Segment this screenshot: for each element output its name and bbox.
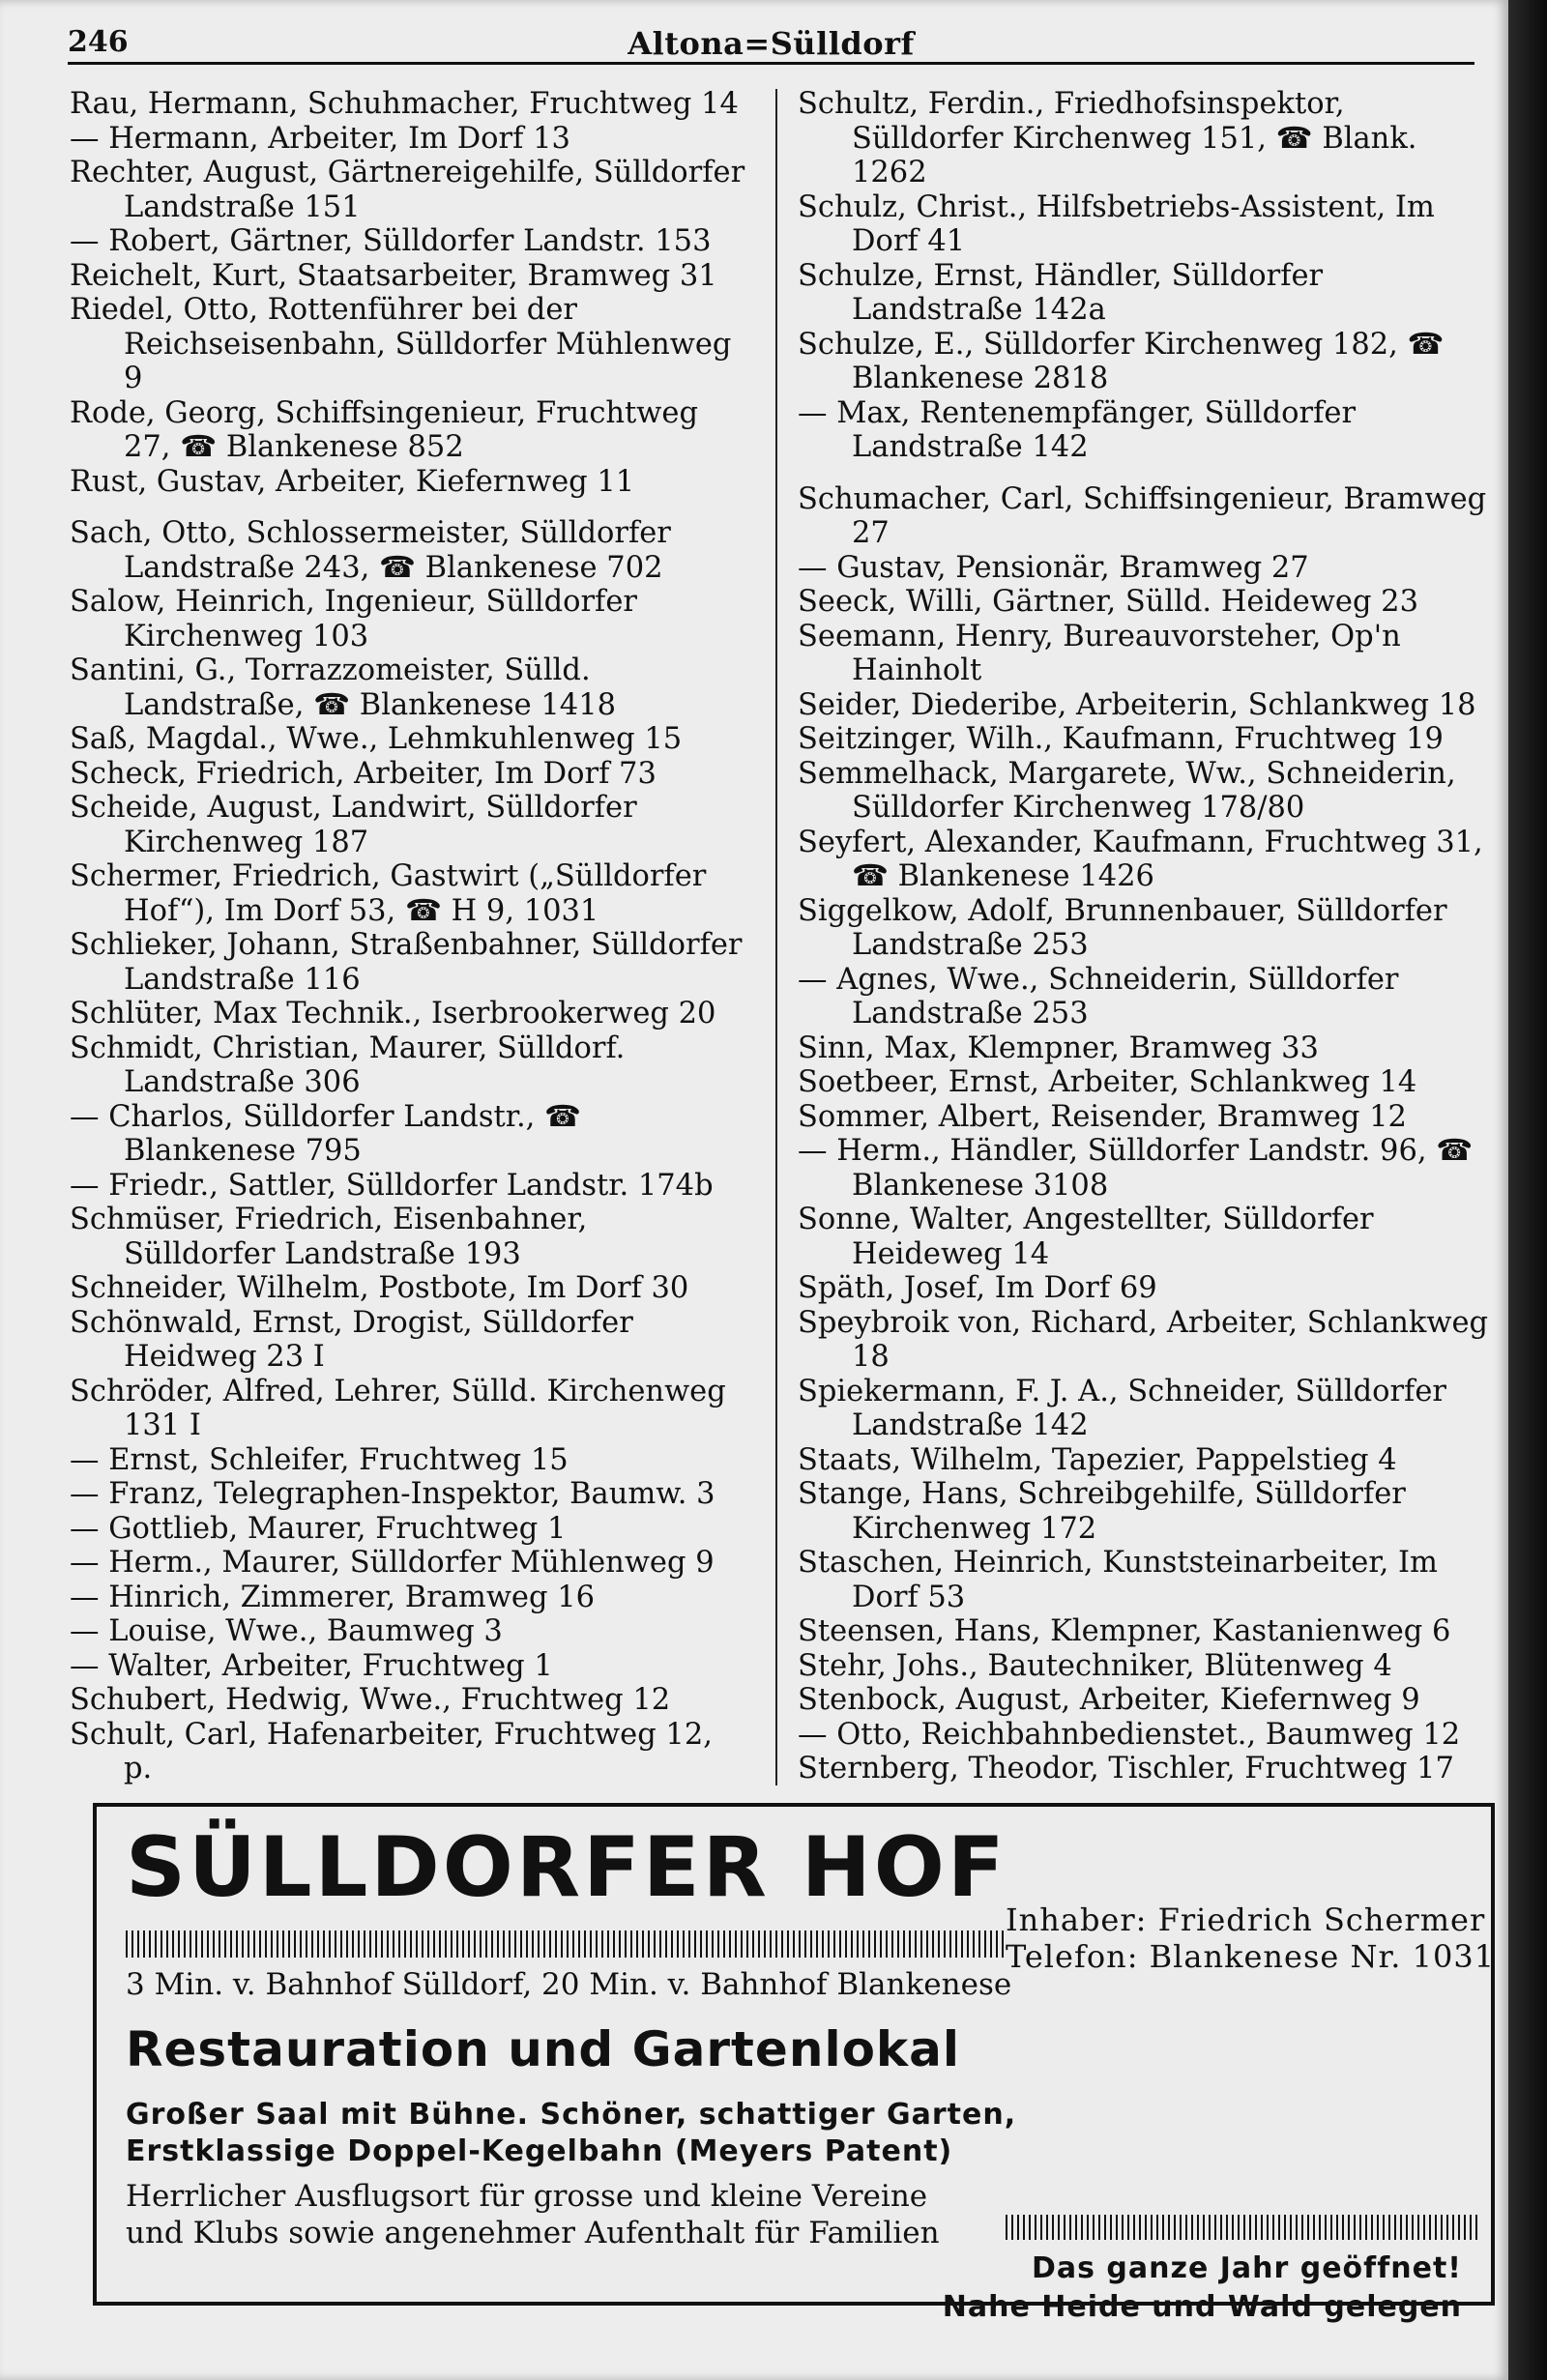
directory-entry: Schröder, Alfred, Lehrer, Sülld. Kirchenweg 131 I: [70, 1374, 726, 1442]
directory-entry: Seider, Diederibe, Arbeiterin, Schlankweg 18: [798, 687, 1476, 722]
directory-entry: Schlüter, Max Technik., Iserbrookerweg 20: [70, 997, 716, 1030]
directory-entry: Steensen, Hans, Klempner, Kastanienweg 6: [798, 1614, 1451, 1648]
directory-entry: Seitzinger, Wilh., Kaufmann, Fruchtweg 19: [798, 722, 1444, 756]
directory-entry: Saß, Magdal., Wwe., Lehmkuhlenweg 15: [70, 722, 683, 756]
ad-description-line: Herrlicher Ausflugsort für grosse und kleine Vereine: [126, 2179, 928, 2214]
directory-entry: Sach, Otto, Schlossermeister, Sülldorfer Landstraße 243, ☎ Blankenese 702: [70, 516, 671, 585]
page-edge-shadow: [1508, 0, 1547, 2380]
directory-entry: — Ernst, Schleifer, Fruchtweg 15: [70, 1442, 569, 1477]
directory-entry: Schmüser, Friedrich, Eisenbahner, Sülldorfer Landstraße 193: [70, 1203, 588, 1271]
directory-entry: Rust, Gustav, Arbeiter, Kiefernweg 11: [70, 464, 635, 499]
directory-entry: — Hermann, Arbeiter, Im Dorf 13: [70, 121, 570, 156]
ad-description: [126, 2178, 996, 2251]
directory-entry: — Gottlieb, Maurer, Fruchtweg 1: [70, 1511, 567, 1546]
directory-entry: — Otto, Reichbahnbedienstet., Baumweg 12: [798, 1717, 1461, 1752]
ad-subtitle: Restauration und Gartenlokal: [126, 2021, 961, 2077]
ad-slogan: [943, 2249, 1462, 2327]
directory-entry: Schubert, Hedwig, Wwe., Fruchtweg 12: [70, 1683, 671, 1717]
running-head: Altona=Sülldorf: [628, 25, 915, 62]
directory-entry: — Friedr., Sattler, Sülldorfer Landstr. 174b: [70, 1168, 714, 1203]
directory-entry: Schulze, Ernst, Händler, Sülldorfer Landstraße 142a: [798, 258, 1324, 327]
directory-entry: Seemann, Henry, Bureauvorsteher, Op'n Hainholt: [798, 619, 1401, 687]
directory-entry: Schult, Carl, Hafenarbeiter, Fruchtweg 12, p.: [70, 1717, 713, 1785]
directory-entry: Staschen, Heinrich, Kunststeinarbeiter, Im Dorf 53: [798, 1546, 1438, 1614]
directory-entry: Schlieker, Johann, Straßenbahner, Sülldorfer Landstraße 116: [70, 928, 743, 997]
directory-entry: Salow, Heinrich, Ingenieur, Sülldorfer Kirchenweg 103: [70, 585, 637, 653]
directory-entry: Schermer, Friedrich, Gastwirt („Sülldorfer Hof“), Im Dorf 53, ☎ H 9, 1031: [70, 859, 707, 928]
directory-entry: Schönwald, Ernst, Drogist, Sülldorfer Heidweg 23 I: [70, 1305, 633, 1374]
directory-entry: — Herm., Maurer, Sülldorfer Mühlenweg 9: [70, 1546, 715, 1580]
directory-entry: Schumacher, Carl, Schiffsingenieur, Bramweg 27: [798, 481, 1487, 550]
directory-entry: Schulze, E., Sülldorfer Kirchenweg 182, ☎ Blankenese 2818: [798, 327, 1445, 395]
ad-owner-block: [1006, 1901, 1496, 1975]
directory-entry: Seeck, Willi, Gärtner, Sülld. Heideweg 23: [798, 585, 1418, 619]
directory-entry: Stange, Hans, Schreibgehilfe, Sülldorfer Kirchenweg 172: [798, 1477, 1406, 1546]
left-column: [70, 87, 746, 1786]
ad-feature-line: Großer Saal mit Bühne. Schöner, schattiger Garten,: [126, 2098, 1017, 2132]
directory-entry: Soetbeer, Ernst, Arbeiter, Schlankweg 14: [798, 1065, 1417, 1099]
directory-entry: — Charlos, Sülldorfer Landstr., ☎ Blankenese 795: [70, 1099, 582, 1168]
ad-phone: Telefon: Blankenese Nr. 1031: [1006, 1938, 1496, 1975]
directory-entry: Semmelhack, Margarete, Ww., Schneiderin, Sülldorfer Kirchenweg 178/80: [798, 756, 1456, 825]
directory-entry: Sommer, Albert, Reisender, Bramweg 12: [798, 1099, 1407, 1134]
ad-description-line: und Klubs sowie angenehmer Aufenthalt für Familien: [126, 2216, 940, 2250]
directory-entry: Speybroik von, Richard, Arbeiter, Schlankweg 18: [798, 1305, 1489, 1374]
directory-entry: Staats, Wilhelm, Tapezier, Pappelstieg 4: [798, 1442, 1397, 1477]
directory-entry: Schultz, Ferdin., Friedhofsinspektor, Sülldorfer Kirchenweg 151, ☎ Blank. 1262: [798, 87, 1417, 189]
directory-entry: — Max, Rentenempfänger, Sülldorfer Landstraße 142: [798, 395, 1357, 464]
directory-entry: — Walter, Arbeiter, Fruchtweg 1: [70, 1648, 553, 1683]
directory-entry: Stenbock, August, Arbeiter, Kiefernweg 9: [798, 1683, 1420, 1717]
directory-entry: — Franz, Telegraphen-Inspektor, Baumw. 3: [70, 1477, 715, 1511]
directory-entry: Sinn, Max, Klempner, Bramweg 33: [798, 1030, 1319, 1065]
directory-entry: Späth, Josef, Im Dorf 69: [798, 1271, 1157, 1305]
directory-entry: — Hinrich, Zimmerer, Bramweg 16: [70, 1580, 596, 1614]
column-divider: [775, 89, 777, 1785]
ad-hatch-ornament: [1006, 2215, 1479, 2240]
directory-entry: Schneider, Wilhelm, Postbote, Im Dorf 30: [70, 1271, 689, 1305]
directory-entry: Sonne, Walter, Angestellter, Sülldorfer Heideweg 14: [798, 1203, 1374, 1271]
ad-slogan-line: Nahe Heide und Wald gelegen: [942, 2290, 1462, 2324]
directory-entry: — Louise, Wwe., Baumweg 3: [70, 1614, 503, 1648]
directory-entry: — Gustav, Pensionär, Bramweg 27: [798, 550, 1309, 585]
directory-entry: Scheide, August, Landwirt, Sülldorfer Kirchenweg 187: [70, 791, 637, 859]
ad-features: [126, 2097, 1093, 2170]
directory-entry: — Agnes, Wwe., Schneiderin, Sülldorfer Landstraße 253: [798, 962, 1399, 1030]
directory-entry: Schmidt, Christian, Maurer, Sülldorf. Landstraße 306: [70, 1030, 626, 1099]
ad-owner: Inhaber: Friedrich Schermer: [1006, 1901, 1486, 1938]
directory-entry: — Herm., Händler, Sülldorfer Landstr. 96, ☎ Blankenese 3108: [798, 1134, 1474, 1203]
page-header: [68, 19, 1474, 65]
advertisement-box: [93, 1803, 1496, 2324]
directory-entry: Seyfert, Alexander, Kaufmann, Fruchtweg 31, ☎ Blankenese 1426: [798, 825, 1483, 893]
directory-entry: Siggelkow, Adolf, Brunnenbauer, Sülldorfer Landstraße 253: [798, 893, 1447, 962]
directory-entry: Santini, G., Torrazzomeister, Sülld. Landstraße, ☎ Blankenese 1418: [70, 653, 617, 722]
directory-entry: Schulz, Christ., Hilfsbetriebs-Assistent, Im Dorf 41: [798, 189, 1435, 258]
directory-entry: Riedel, Otto, Rottenführer bei der Reichseisenbahn, Sülldorfer Mühlenweg 9: [70, 293, 732, 395]
directory-entry: Rode, Georg, Schiffsingenieur, Fruchtweg 27, ☎ Blankenese 852: [70, 395, 698, 464]
directory-entry: Sternberg, Theodor, Tischler, Fruchtweg 17: [798, 1752, 1454, 1785]
directory-entry: Scheck, Friedrich, Arbeiter, Im Dorf 73: [70, 756, 657, 791]
directory-entry: Stehr, Johs., Bautechniker, Blütenweg 4: [798, 1648, 1392, 1683]
directory-entry: — Robert, Gärtner, Sülldorfer Landstr. 153: [70, 224, 712, 258]
directory-entry: Rechter, August, Gärtnereigehilfe, Sülldorfer Landstraße 151: [70, 156, 745, 224]
page-number: 246: [68, 25, 129, 59]
ad-title: SÜLLDORFER HOF: [126, 1819, 1007, 1916]
directory-entry: Spiekermann, F. J. A., Schneider, Sülldorfer Landstraße 142: [798, 1374, 1446, 1442]
ad-feature-line: Erstklassige Doppel-Kegelbahn (Meyers Patent): [126, 2134, 953, 2168]
ad-hatch-ornament: [126, 1930, 1006, 1958]
directory-entry: Rau, Hermann, Schuhmacher, Fruchtweg 14: [70, 87, 739, 121]
right-column: [798, 87, 1489, 1786]
ad-slogan-line: Das ganze Jahr geöffnet!: [1031, 2251, 1462, 2285]
directory-entry: Reichelt, Kurt, Staatsarbeiter, Bramweg 31: [70, 258, 717, 293]
ad-distance: 3 Min. v. Bahnhof Sülldorf, 20 Min. v. Bahnhof Blankenese: [126, 1967, 1012, 2002]
